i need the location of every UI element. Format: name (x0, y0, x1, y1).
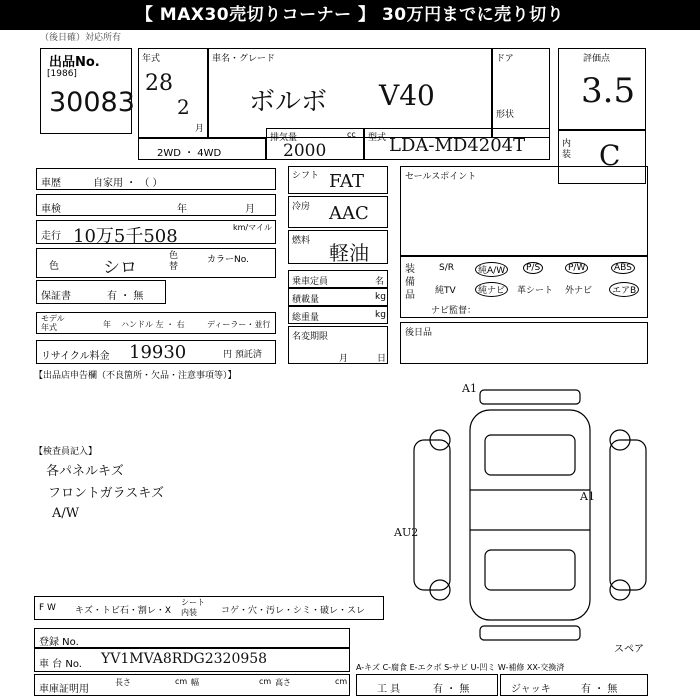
fw-row (34, 596, 384, 620)
interior-label: 内装 (562, 139, 572, 160)
equip-navi: 純ナビ (475, 282, 508, 297)
ac-value: AAC (329, 203, 369, 224)
door-label: ドア (496, 54, 514, 64)
fw-items: キズ・トビ石・割レ・X (75, 606, 171, 616)
car-model: V40 (379, 79, 435, 112)
auction-sheet (0, 30, 700, 700)
reg-day: 日 (377, 354, 387, 364)
equip-tv: 純TV (435, 286, 456, 296)
warranty-value: 有 ・ 無 (107, 291, 144, 302)
equip-alloy: 純A/W (475, 262, 508, 277)
model-year-label: モデル年式 (41, 314, 65, 332)
history-label: 車歴 (41, 178, 61, 189)
year-label: 年式 (142, 54, 161, 64)
inspection-year: 年 (177, 204, 187, 215)
seat-label: シート内装 (181, 598, 205, 617)
disp-label: 排気量 (270, 133, 298, 143)
capacity-row (288, 270, 388, 288)
jack-label: ジャッキ (511, 684, 551, 695)
model-year-unit: 年 (103, 320, 111, 329)
diag-mark-left: AU2 (394, 526, 419, 539)
shift-label: シフト (292, 171, 320, 181)
color-row (36, 248, 276, 278)
load-row (288, 288, 388, 306)
reg-period-row (288, 326, 388, 364)
shape-label: 形状 (496, 110, 515, 120)
jack-value: 有 ・ 無 (581, 684, 618, 695)
warranty-label: 保証書 (41, 291, 71, 302)
modelyear-row (36, 312, 276, 334)
color-no-label: カラーNo. (207, 255, 249, 265)
sales-point-label: セールスポイント (405, 172, 477, 182)
width-unit: cm (259, 677, 272, 686)
later-box (400, 322, 648, 364)
equip-pw: P/W (565, 262, 588, 274)
displacement-value: 2000 (283, 141, 327, 161)
door-box (492, 48, 550, 138)
month-suffix: 月 (195, 124, 205, 134)
height-label: 高さ (275, 678, 291, 687)
car-diagram (400, 380, 660, 650)
type-value: LDA-MD4204T (389, 135, 526, 156)
score-value: 3.5 (581, 71, 636, 111)
color-value: シロ (103, 258, 137, 278)
month-value: 2 (177, 95, 190, 119)
width-label: 幅 (191, 678, 199, 687)
reg-no-label: 登録 No. (39, 637, 79, 648)
capacity-unit: 名 (375, 277, 385, 287)
lot-box (40, 48, 135, 134)
year-value: 28 (145, 71, 173, 96)
warranty-row (36, 280, 166, 304)
equip-abs: ABS (611, 262, 635, 274)
drive-label: 2WD ・ 4WD (157, 148, 222, 159)
name-grade-label: 車名・グレード (212, 54, 276, 64)
ac-row (288, 196, 388, 228)
load-unit: kg (375, 292, 386, 302)
reg-period-label: 名変期限 (292, 332, 329, 342)
recycle-label: リサイクル料金 (41, 351, 110, 362)
chassis-value: YV1MVA8RDG2320958 (101, 651, 268, 667)
inspector-label: 【検査員記入】 (34, 447, 98, 457)
year-box (138, 48, 208, 138)
dealer-label: ディーラー・並行 (207, 320, 271, 329)
spare-label: スペア (614, 644, 644, 655)
diag-mark-top: A1 (462, 382, 477, 395)
inspection-row (36, 194, 276, 216)
load-label: 積載量 (292, 295, 320, 305)
fuel-label: 燃料 (292, 236, 311, 246)
mileage-value: 10万5千508 (73, 226, 178, 247)
shift-row (288, 166, 388, 194)
equipment-label: 装備品 (405, 264, 415, 301)
chassis-label: 車 台 No. (39, 659, 82, 670)
fuel-row (288, 230, 388, 264)
faint-note: （後日確）対応所有 (40, 33, 122, 43)
equipment-box (400, 256, 648, 318)
mileage-label: 走行 (41, 231, 61, 242)
capacity-label: 乗車定員 (292, 277, 329, 287)
score-box (558, 48, 646, 130)
interior-value: C (599, 139, 621, 172)
equip-sr: S/R (439, 263, 454, 273)
handle-label: ハンドル 左 ・ 右 (121, 320, 185, 329)
disp-unit: cc (347, 130, 356, 139)
mileage-unit: km/マイル (233, 223, 272, 232)
type-box (364, 128, 550, 160)
lot-small-no: [1986] (47, 69, 77, 79)
lot-label: 出品No. (49, 55, 100, 70)
navi-label: ナビ監督： (431, 306, 477, 316)
tools-value: 有 ・ 無 (433, 684, 470, 695)
recycle-unit: 円 預託済 (223, 350, 262, 360)
equip-airbag: エアB (609, 282, 639, 297)
fw-label: F W (39, 603, 56, 613)
total-weight-row (288, 306, 388, 324)
inspector-line-3: A/W (52, 506, 80, 521)
score-label: 評価点 (583, 54, 611, 64)
later-label: 後日品 (405, 328, 433, 338)
equip-ps: P/S (523, 262, 543, 274)
banner: 【 MAX30売切りコーナー 】 30万円までに売り切り (0, 0, 700, 30)
color-label: 色 (49, 261, 59, 272)
history-row (36, 168, 276, 190)
len-unit: cm (175, 677, 188, 686)
total-weight-unit: kg (375, 310, 386, 320)
car-name: ボルボ (249, 87, 328, 117)
reg-no-row (34, 628, 350, 648)
cert-label: 車庫証明用 (39, 684, 89, 695)
fuel-value: 軽油 (329, 241, 369, 265)
recycle-row (36, 340, 276, 364)
tools-row (356, 674, 498, 696)
name-box (208, 48, 492, 138)
seat-items: コゲ・穴・汚レ・シミ・破レ・スレ (221, 606, 366, 616)
tools-label: 工 具 (377, 684, 401, 695)
len-label: 長さ (115, 678, 131, 687)
reg-month: 月 (339, 354, 349, 364)
type-label: 型式 (368, 133, 387, 143)
color-change-label: 色替 (169, 251, 179, 272)
inspection-month: 月 (245, 204, 255, 215)
jack-row (500, 674, 648, 696)
legend: A-キズ C-腐食 E-エクボ S-サビ U-凹ミ W-補修 XX-交換済 (356, 663, 565, 672)
lot-number: 30083 (49, 87, 135, 118)
mileage-row (36, 220, 276, 247)
equip-leather: 革シート (517, 286, 554, 296)
chassis-row (34, 648, 350, 672)
ac-label: 冷房 (292, 202, 311, 212)
height-unit: cm (335, 677, 348, 686)
equip-ext-navi: 外ナビ (565, 286, 593, 296)
inspector-line-1: 各パネルキズ (46, 464, 124, 479)
total-weight-label: 総重量 (292, 313, 320, 323)
declaration-label: 【出品店申告欄（不良箇所・欠品・注意事項等）】 (34, 371, 237, 381)
history-value: 自家用 ・ （ ） (93, 178, 163, 189)
drive-box (138, 138, 266, 160)
cert-row (34, 674, 350, 696)
disp-box (266, 128, 364, 160)
shift-value: FAT (329, 171, 364, 192)
recycle-value: 19930 (129, 342, 187, 363)
inspection-label: 車検 (41, 204, 61, 215)
inspector-line-2: フロントガラスキズ (48, 486, 164, 501)
sales-point-box (400, 166, 648, 256)
diag-mark-right: A1 (580, 490, 595, 503)
